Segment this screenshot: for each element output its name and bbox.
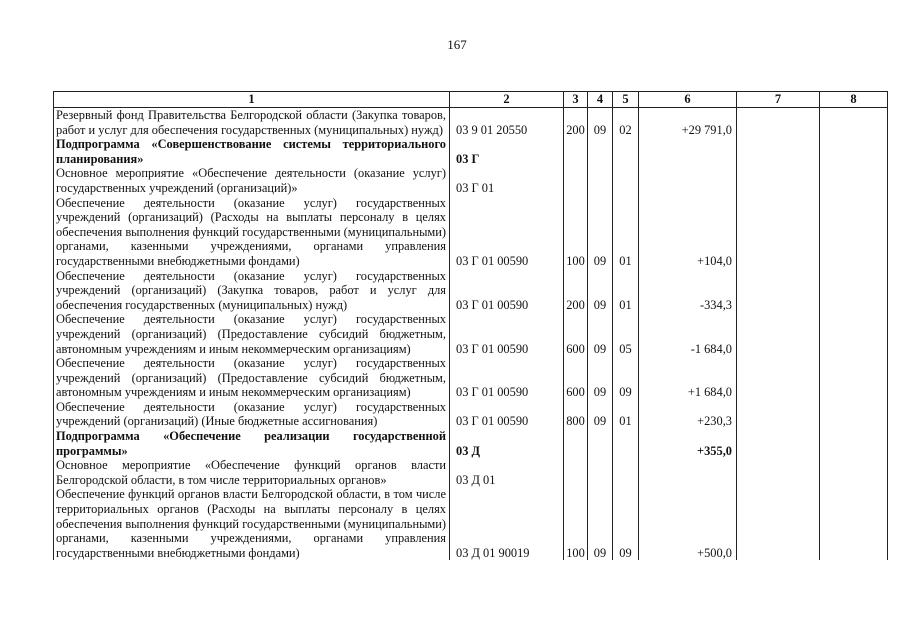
row-description: Обеспечение функций органов власти Белгородской области, в том числе территориальных органов (Расходы на выплаты персоналу в целях обеспечения выполнения функций государственными (муниципальными) органами, казенными учреждениями, органами управления государственными внебюджетными фондами) [54,487,450,560]
table-row [54,108,888,138]
column-header: 2 [450,92,564,108]
row-amount: +29 791,0 [639,108,737,138]
row-column-8 [820,458,888,487]
row-column-7 [737,108,820,138]
row-column-8 [820,269,888,313]
row-subsection: 05 [613,312,639,356]
row-amount: -1 684,0 [639,312,737,356]
row-column-7 [737,137,820,166]
column-header: 5 [613,92,639,108]
row-code: 03 Г 01 00590 [450,312,564,356]
row-section: 09 [588,400,613,429]
row-code: 03 Д 01 [450,458,564,487]
row-subsection: 09 [613,487,639,560]
column-header: 8 [820,92,888,108]
row-column-7 [737,312,820,356]
row-amount: +355,0 [639,429,737,458]
table-row [54,166,888,195]
row-code: 03 Д [450,429,564,458]
row-description: Обеспечение деятельности (оказание услуг) государственных учреждений (организаций) (Расходы на выплаты персоналу в целях обеспечения выполнения функций государственными (муниципальными) органами, казенными учреждениями, органами управления государственными внебюджетными фондами) [54,196,450,269]
row-subsection [613,137,639,166]
row-section [588,429,613,458]
header-row [54,92,888,108]
row-section [588,137,613,166]
budget-table [53,91,888,560]
row-column-7 [737,458,820,487]
row-description: Подпрограмма «Обеспечение реализации государственной программы» [54,429,450,458]
row-column-7 [737,269,820,313]
row-amount [639,137,737,166]
row-description: Основное мероприятие «Обеспечение деятельности (оказание услуг) государственных учреждений (организаций)» [54,166,450,195]
row-amount [639,166,737,195]
row-description: Резервный фонд Правительства Белгородской области (Закупка товаров, работ и услуг для обеспечения государственных (муниципальных) нужд) [54,108,450,138]
row-amount: +500,0 [639,487,737,560]
row-expense-type: 200 [564,108,588,138]
row-amount [639,458,737,487]
table-row [54,269,888,313]
table-row [54,400,888,429]
row-expense-type: 100 [564,487,588,560]
row-code: 03 Г 01 00590 [450,196,564,269]
row-column-7 [737,429,820,458]
row-column-7 [737,400,820,429]
row-subsection: 01 [613,196,639,269]
row-description: Основное мероприятие «Обеспечение функций органов власти Белгородской области, в том числе территориальных органов» [54,458,450,487]
row-description: Обеспечение деятельности (оказание услуг) государственных учреждений (организаций) (Иные бюджетные ассигнования) [54,400,450,429]
row-column-7 [737,196,820,269]
row-code: 03 9 01 20550 [450,108,564,138]
table-row [54,356,888,400]
row-section: 09 [588,108,613,138]
row-description: Обеспечение деятельности (оказание услуг) государственных учреждений (организаций) (Предоставление субсидий бюджетным, автономным учреждениям и иным некоммерческим организациям) [54,312,450,356]
row-expense-type: 800 [564,400,588,429]
row-amount: +1 684,0 [639,356,737,400]
row-section: 09 [588,487,613,560]
row-section: 09 [588,196,613,269]
row-code: 03 Д 01 90019 [450,487,564,560]
row-code: 03 Г 01 [450,166,564,195]
row-subsection [613,429,639,458]
row-section [588,166,613,195]
column-header: 3 [564,92,588,108]
row-amount: -334,3 [639,269,737,313]
row-column-8 [820,487,888,560]
row-expense-type: 100 [564,196,588,269]
row-expense-type [564,429,588,458]
row-expense-type: 600 [564,312,588,356]
row-expense-type: 200 [564,269,588,313]
row-column-8 [820,356,888,400]
row-column-8 [820,166,888,195]
row-subsection: 09 [613,356,639,400]
row-code: 03 Г [450,137,564,166]
row-column-8 [820,429,888,458]
row-subsection: 01 [613,400,639,429]
column-header: 6 [639,92,737,108]
row-column-7 [737,356,820,400]
row-code: 03 Г 01 00590 [450,356,564,400]
table-row [54,312,888,356]
row-column-8 [820,400,888,429]
row-column-7 [737,166,820,195]
row-subsection [613,458,639,487]
row-column-8 [820,137,888,166]
row-description: Подпрограмма «Совершенствование системы территориального планирования» [54,137,450,166]
row-subsection [613,166,639,195]
row-column-8 [820,312,888,356]
row-column-8 [820,108,888,138]
row-code: 03 Г 01 00590 [450,400,564,429]
column-header: 1 [54,92,450,108]
table-row [54,458,888,487]
row-code: 03 Г 01 00590 [450,269,564,313]
row-section: 09 [588,356,613,400]
column-header: 4 [588,92,613,108]
row-description: Обеспечение деятельности (оказание услуг) государственных учреждений (организаций) (Предоставление субсидий бюджетным, автономным учреждениям и иным некоммерческим организациям) [54,356,450,400]
row-expense-type [564,137,588,166]
row-subsection: 02 [613,108,639,138]
table-row [54,429,888,458]
row-description: Обеспечение деятельности (оказание услуг) государственных учреждений (организаций) (Закупка товаров, работ и услуг для обеспечения государственных (муниципальных) нужд) [54,269,450,313]
table-row [54,196,888,269]
row-column-8 [820,196,888,269]
column-header: 7 [737,92,820,108]
table-row [54,487,888,560]
row-amount: +230,3 [639,400,737,429]
table-row [54,137,888,166]
row-expense-type: 600 [564,356,588,400]
row-section: 09 [588,312,613,356]
page-number: 167 [447,37,467,52]
row-subsection: 01 [613,269,639,313]
row-column-7 [737,487,820,560]
table-body [54,108,888,561]
row-expense-type [564,166,588,195]
row-expense-type [564,458,588,487]
row-amount: +104,0 [639,196,737,269]
row-section: 09 [588,269,613,313]
row-section [588,458,613,487]
